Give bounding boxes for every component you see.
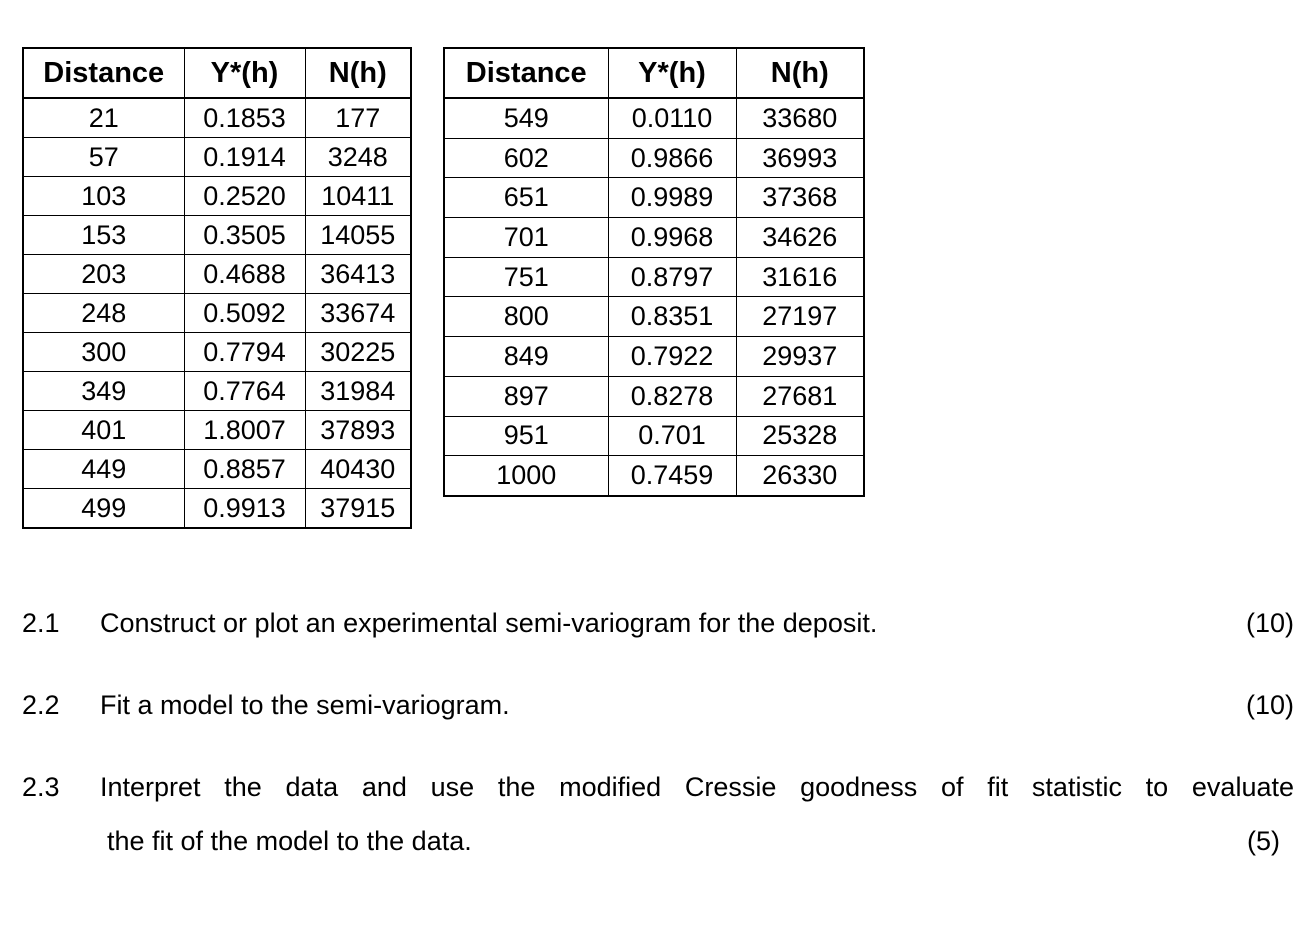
table-row (23, 138, 411, 177)
cell-pairs: 26330 (736, 456, 864, 496)
cell-distance: 401 (23, 411, 184, 450)
question-number: 2.3 (22, 772, 60, 802)
header-distance: Distance (444, 48, 608, 98)
cell-pairs: 33680 (736, 98, 864, 138)
cell-gamma: 0.7459 (608, 456, 736, 496)
cell-gamma: 0.5092 (184, 294, 305, 333)
cell-pairs: 3248 (305, 138, 411, 177)
cell-pairs: 30225 (305, 333, 411, 372)
cell-gamma: 0.8857 (184, 450, 305, 489)
cell-gamma: 0.7764 (184, 372, 305, 411)
cell-distance: 951 (444, 416, 608, 456)
cell-gamma: 0.7794 (184, 333, 305, 372)
cell-gamma: 0.701 (608, 416, 736, 456)
table-row (444, 218, 864, 258)
cell-pairs: 14055 (305, 216, 411, 255)
cell-distance: 21 (23, 98, 184, 138)
cell-gamma: 0.8797 (608, 257, 736, 297)
table-header-row (23, 48, 411, 98)
cell-gamma: 0.8278 (608, 376, 736, 416)
table-row (444, 376, 864, 416)
cell-gamma: 0.0110 (608, 98, 736, 138)
cell-pairs: 27681 (736, 376, 864, 416)
cell-distance: 800 (444, 297, 608, 337)
cell-pairs: 27197 (736, 297, 864, 337)
cell-gamma: 0.7922 (608, 337, 736, 377)
cell-pairs: 34626 (736, 218, 864, 258)
cell-pairs: 40430 (305, 450, 411, 489)
table-row (444, 98, 864, 138)
cell-gamma: 0.1853 (184, 98, 305, 138)
question-number: 2.2 (22, 690, 60, 720)
table-row (444, 456, 864, 496)
table-row (23, 98, 411, 138)
table-row (23, 411, 411, 450)
cell-distance: 248 (23, 294, 184, 333)
question-text-continued: the fit of the model to the data. (107, 826, 472, 856)
cell-distance: 751 (444, 257, 608, 297)
cell-pairs: 37368 (736, 178, 864, 218)
variogram-table-right (443, 47, 865, 497)
variogram-table-left (22, 47, 412, 529)
cell-gamma: 0.9989 (608, 178, 736, 218)
cell-distance: 57 (23, 138, 184, 177)
cell-pairs: 36993 (736, 138, 864, 178)
cell-pairs: 25328 (736, 416, 864, 456)
cell-distance: 701 (444, 218, 608, 258)
table-row (23, 294, 411, 333)
question-text: Interpret the data and use the modified Cressie goodness of fit statistic to evaluate (100, 772, 1294, 802)
header-gamma: Y*(h) (608, 48, 736, 98)
cell-distance: 602 (444, 138, 608, 178)
cell-gamma: 0.9913 (184, 489, 305, 529)
table-row (23, 255, 411, 294)
question-text: Fit a model to the semi-variogram. (100, 690, 510, 720)
table-row (23, 450, 411, 489)
cell-distance: 651 (444, 178, 608, 218)
cell-pairs: 31984 (305, 372, 411, 411)
table-row (444, 138, 864, 178)
cell-distance: 499 (23, 489, 184, 529)
table-row (23, 177, 411, 216)
cell-distance: 849 (444, 337, 608, 377)
table-row (23, 333, 411, 372)
cell-pairs: 177 (305, 98, 411, 138)
header-distance: Distance (23, 48, 184, 98)
cell-gamma: 0.2520 (184, 177, 305, 216)
cell-distance: 300 (23, 333, 184, 372)
table-row (444, 337, 864, 377)
question-text: Construct or plot an experimental semi-variogram for the deposit. (100, 608, 878, 638)
cell-pairs: 31616 (736, 257, 864, 297)
cell-gamma: 0.9866 (608, 138, 736, 178)
header-gamma: Y*(h) (184, 48, 305, 98)
cell-gamma: 1.8007 (184, 411, 305, 450)
cell-gamma: 0.8351 (608, 297, 736, 337)
question-number: 2.1 (22, 608, 60, 638)
cell-distance: 153 (23, 216, 184, 255)
cell-distance: 103 (23, 177, 184, 216)
cell-distance: 449 (23, 450, 184, 489)
table-row (444, 257, 864, 297)
table-row (444, 178, 864, 218)
cell-pairs: 29937 (736, 337, 864, 377)
header-pairs: N(h) (736, 48, 864, 98)
question-marks: (5) (1247, 826, 1280, 856)
cell-distance: 897 (444, 376, 608, 416)
cell-distance: 1000 (444, 456, 608, 496)
table-row (23, 372, 411, 411)
cell-distance: 203 (23, 255, 184, 294)
cell-pairs: 36413 (305, 255, 411, 294)
cell-distance: 549 (444, 98, 608, 138)
cell-pairs: 37915 (305, 489, 411, 529)
cell-gamma: 0.3505 (184, 216, 305, 255)
header-pairs: N(h) (305, 48, 411, 98)
question-marks: (10) (1245, 690, 1294, 720)
cell-pairs: 10411 (305, 177, 411, 216)
cell-gamma: 0.1914 (184, 138, 305, 177)
cell-pairs: 37893 (305, 411, 411, 450)
cell-gamma: 0.4688 (184, 255, 305, 294)
table-row (444, 297, 864, 337)
cell-distance: 349 (23, 372, 184, 411)
cell-gamma: 0.9968 (608, 218, 736, 258)
table-row (23, 216, 411, 255)
table-header-row (444, 48, 864, 98)
table-row (444, 416, 864, 456)
cell-pairs: 33674 (305, 294, 411, 333)
table-row (23, 489, 411, 529)
question-marks: (10) (1245, 608, 1294, 638)
